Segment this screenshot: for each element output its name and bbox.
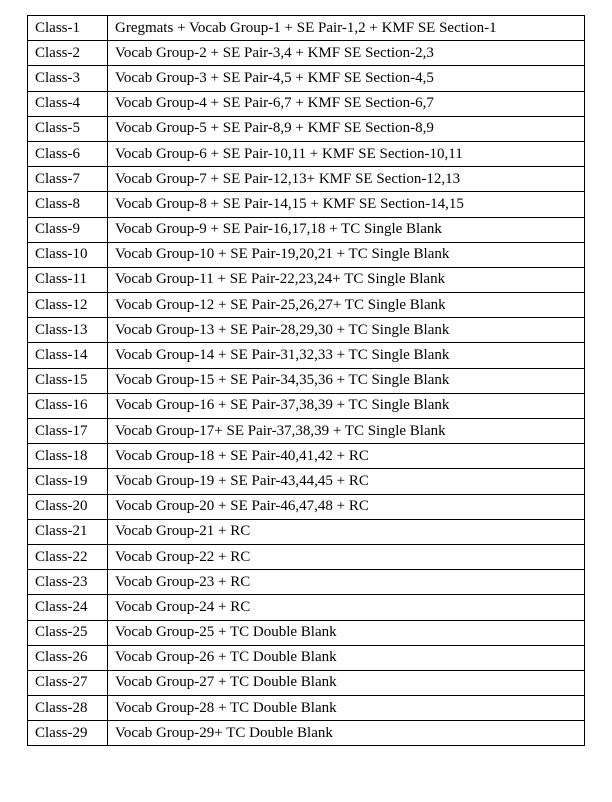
table-row — [28, 91, 585, 116]
content-cell: Vocab Group-18 + SE Pair-40,41,42 + RC — [108, 444, 585, 469]
table-row — [28, 670, 585, 695]
content-cell: Vocab Group-9 + SE Pair-16,17,18 + TC Single Blank — [108, 217, 585, 242]
class-cell: Class-21 — [28, 519, 108, 544]
table-row — [28, 217, 585, 242]
table-row — [28, 116, 585, 141]
class-cell: Class-16 — [28, 393, 108, 418]
content-cell: Vocab Group-20 + SE Pair-46,47,48 + RC — [108, 494, 585, 519]
table-row — [28, 419, 585, 444]
class-cell: Class-17 — [28, 419, 108, 444]
content-cell: Vocab Group-29+ TC Double Blank — [108, 721, 585, 746]
class-cell: Class-19 — [28, 469, 108, 494]
class-schedule-body — [28, 16, 585, 746]
content-cell: Vocab Group-8 + SE Pair-14,15 + KMF SE Section-14,15 — [108, 192, 585, 217]
content-cell: Vocab Group-19 + SE Pair-43,44,45 + RC — [108, 469, 585, 494]
table-row — [28, 494, 585, 519]
content-cell: Vocab Group-2 + SE Pair-3,4 + KMF SE Section-2,3 — [108, 41, 585, 66]
class-cell: Class-3 — [28, 66, 108, 91]
content-cell: Vocab Group-12 + SE Pair-25,26,27+ TC Single Blank — [108, 293, 585, 318]
class-cell: Class-9 — [28, 217, 108, 242]
table-row — [28, 519, 585, 544]
class-cell: Class-5 — [28, 116, 108, 141]
content-cell: Vocab Group-15 + SE Pair-34,35,36 + TC Single Blank — [108, 368, 585, 393]
class-cell: Class-26 — [28, 645, 108, 670]
content-cell: Vocab Group-17+ SE Pair-37,38,39 + TC Single Blank — [108, 419, 585, 444]
class-cell: Class-28 — [28, 696, 108, 721]
class-cell: Class-6 — [28, 141, 108, 166]
table-row — [28, 242, 585, 267]
class-cell: Class-20 — [28, 494, 108, 519]
content-cell: Vocab Group-4 + SE Pair-6,7 + KMF SE Section-6,7 — [108, 91, 585, 116]
table-row — [28, 393, 585, 418]
class-cell: Class-15 — [28, 368, 108, 393]
content-cell: Vocab Group-23 + RC — [108, 570, 585, 595]
table-row — [28, 544, 585, 569]
content-cell: Vocab Group-22 + RC — [108, 544, 585, 569]
table-row — [28, 645, 585, 670]
class-cell: Class-4 — [28, 91, 108, 116]
class-cell: Class-25 — [28, 620, 108, 645]
table-row — [28, 192, 585, 217]
content-cell: Vocab Group-26 + TC Double Blank — [108, 645, 585, 670]
table-row — [28, 444, 585, 469]
content-cell: Vocab Group-25 + TC Double Blank — [108, 620, 585, 645]
table-row — [28, 620, 585, 645]
class-cell: Class-18 — [28, 444, 108, 469]
table-row — [28, 16, 585, 41]
table-row — [28, 167, 585, 192]
table-row — [28, 293, 585, 318]
class-cell: Class-10 — [28, 242, 108, 267]
class-cell: Class-7 — [28, 167, 108, 192]
content-cell: Vocab Group-6 + SE Pair-10,11 + KMF SE Section-10,11 — [108, 141, 585, 166]
content-cell: Gregmats + Vocab Group-1 + SE Pair-1,2 + KMF SE Section-1 — [108, 16, 585, 41]
content-cell: Vocab Group-28 + TC Double Blank — [108, 696, 585, 721]
content-cell: Vocab Group-3 + SE Pair-4,5 + KMF SE Section-4,5 — [108, 66, 585, 91]
content-cell: Vocab Group-24 + RC — [108, 595, 585, 620]
class-cell: Class-27 — [28, 670, 108, 695]
table-row — [28, 343, 585, 368]
class-cell: Class-24 — [28, 595, 108, 620]
content-cell: Vocab Group-7 + SE Pair-12,13+ KMF SE Section-12,13 — [108, 167, 585, 192]
content-cell: Vocab Group-5 + SE Pair-8,9 + KMF SE Section-8,9 — [108, 116, 585, 141]
class-schedule-table — [27, 15, 585, 746]
content-cell: Vocab Group-13 + SE Pair-28,29,30 + TC Single Blank — [108, 318, 585, 343]
table-row — [28, 41, 585, 66]
content-cell: Vocab Group-14 + SE Pair-31,32,33 + TC Single Blank — [108, 343, 585, 368]
content-cell: Vocab Group-16 + SE Pair-37,38,39 + TC Single Blank — [108, 393, 585, 418]
class-cell: Class-11 — [28, 267, 108, 292]
content-cell: Vocab Group-11 + SE Pair-22,23,24+ TC Single Blank — [108, 267, 585, 292]
class-cell: Class-29 — [28, 721, 108, 746]
table-row — [28, 368, 585, 393]
class-cell: Class-12 — [28, 293, 108, 318]
class-cell: Class-22 — [28, 544, 108, 569]
table-row — [28, 66, 585, 91]
class-cell: Class-8 — [28, 192, 108, 217]
table-row — [28, 141, 585, 166]
content-cell: Vocab Group-27 + TC Double Blank — [108, 670, 585, 695]
class-cell: Class-23 — [28, 570, 108, 595]
table-row — [28, 469, 585, 494]
class-cell: Class-13 — [28, 318, 108, 343]
table-row — [28, 595, 585, 620]
content-cell: Vocab Group-21 + RC — [108, 519, 585, 544]
table-row — [28, 696, 585, 721]
table-row — [28, 570, 585, 595]
class-cell: Class-14 — [28, 343, 108, 368]
class-cell: Class-1 — [28, 16, 108, 41]
class-cell: Class-2 — [28, 41, 108, 66]
table-row — [28, 721, 585, 746]
table-row — [28, 318, 585, 343]
table-row — [28, 267, 585, 292]
content-cell: Vocab Group-10 + SE Pair-19,20,21 + TC Single Blank — [108, 242, 585, 267]
